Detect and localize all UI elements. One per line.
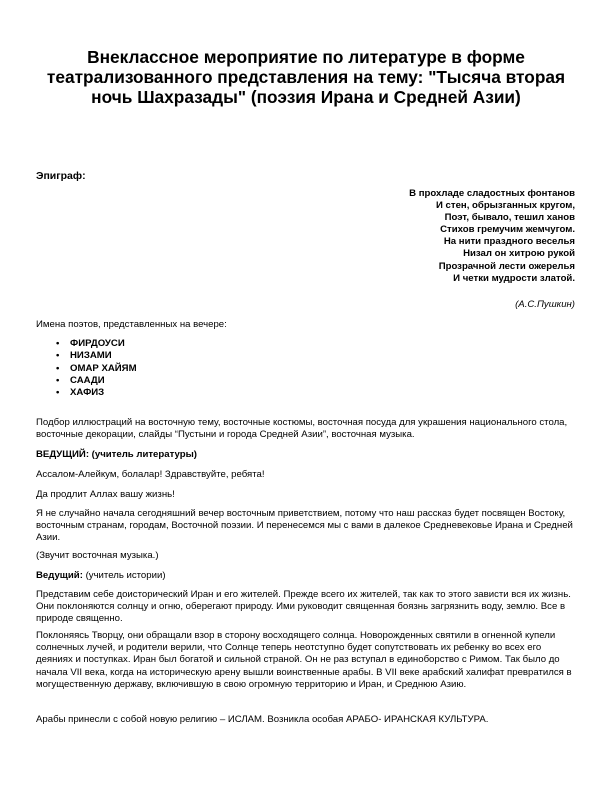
epigraph-line: Поэт, бывало, тешил ханов: [444, 212, 575, 224]
epigraph-poem: [409, 188, 575, 285]
history-paragraph-2: Поклоняясь Творцу, они обращали взор в сторону восходящего солнца. Новорожденных святили в огненной купели солнечных лучей, и родители верили, что Солнце теперь неотступно будет сопутствовать их ребенку во всех его деяниях и поступках. Иран был богатой и сильной страной. Он не раз вступал в единоборство с Римом. Так было до начала VII века, когда на историческую арену вышли воинственные арабы. В VII веке арабский халифат превратился в могущественную державу, включившую в свою огромную территорию и Иран, и Среднюю Азию.: [36, 630, 572, 690]
poets-list: [56, 338, 137, 399]
epigraph-line: И стен, обрызганных кругом,: [435, 200, 575, 212]
host-history-role: (учитель истории): [82, 570, 166, 581]
blessing-paragraph: Да продлит Аллах вашу жизнь!: [36, 489, 175, 500]
epigraph-line: В прохладе сладостных фонтанов: [409, 188, 575, 199]
list-item: • НИЗАМИ: [56, 350, 137, 362]
host-history-label: Ведущий:: [36, 570, 83, 581]
history-paragraph-1: Представим себе доисторический Иран и его жителей. Прежде всего их жителей, так как то этого зависти вся их жизнь. Они поклоняются солнцу и огню, оберегают природу. Ими руководит священная боязнь загрязнить воду, землю. Все в природе священно.: [36, 589, 571, 625]
epigraph-label: Эпиграф:: [36, 170, 86, 182]
epigraph-line: Стихов гремучим жемчугом.: [440, 224, 575, 236]
music-note: (Звучит восточная музыка.): [36, 550, 159, 561]
greeting-paragraph: Ассалом-Алейкум, болалар! Здравствуйте, ребята!: [36, 469, 265, 480]
history-paragraph-3: Арабы принесли с собой новую религию – ИСЛАМ. Возникла особая АРАБО- ИРАНСКАЯ КУЛЬТУРА.: [36, 714, 489, 725]
list-item: • ФИРДОУСИ: [56, 338, 137, 350]
list-item: • ОМАР ХАЙЯМ: [56, 363, 137, 375]
host-history-line: [36, 570, 576, 582]
epigraph-line: Прозрачной лести ожерелья: [438, 260, 575, 272]
document-title: Внеклассное мероприятие по литературе в форме театрализованного представления на тему: "Тысяча вторая ночь Шахразады" (поэзия Ирана и Средней Азии): [46, 47, 566, 107]
host-literature-label: ВЕДУЩИЙ: (учитель литературы): [36, 449, 197, 460]
list-item: • СААДИ: [56, 375, 137, 387]
intro-paragraph: Я не случайно начала сегодняшний вечер восточным приветствием, потому что наш рассказ будет посвящен Востоку, восточным странам, городам, Восточной поэзии. И перенесемся мы с вами в далекое Средневековье Ирана и Средней Азии.: [36, 508, 573, 544]
list-item: • ХАФИЗ: [56, 387, 137, 399]
props-paragraph: Подбор иллюстраций на восточную тему, восточные костюмы, восточная посуда для украшения национального стола, восточные декорации, слайды “Пустыни и города Средней Азии”, восточная музыка.: [36, 417, 568, 441]
epigraph-line: И четки мудрости златой.: [453, 272, 575, 284]
epigraph-line: На нити праздного веселья: [443, 236, 575, 248]
epigraph-line: Низал он хитрою рукой: [463, 248, 575, 260]
epigraph-author: (А.С.Пушкин): [515, 299, 575, 310]
poets-intro: Имена поэтов, представленных на вечере:: [36, 319, 227, 330]
